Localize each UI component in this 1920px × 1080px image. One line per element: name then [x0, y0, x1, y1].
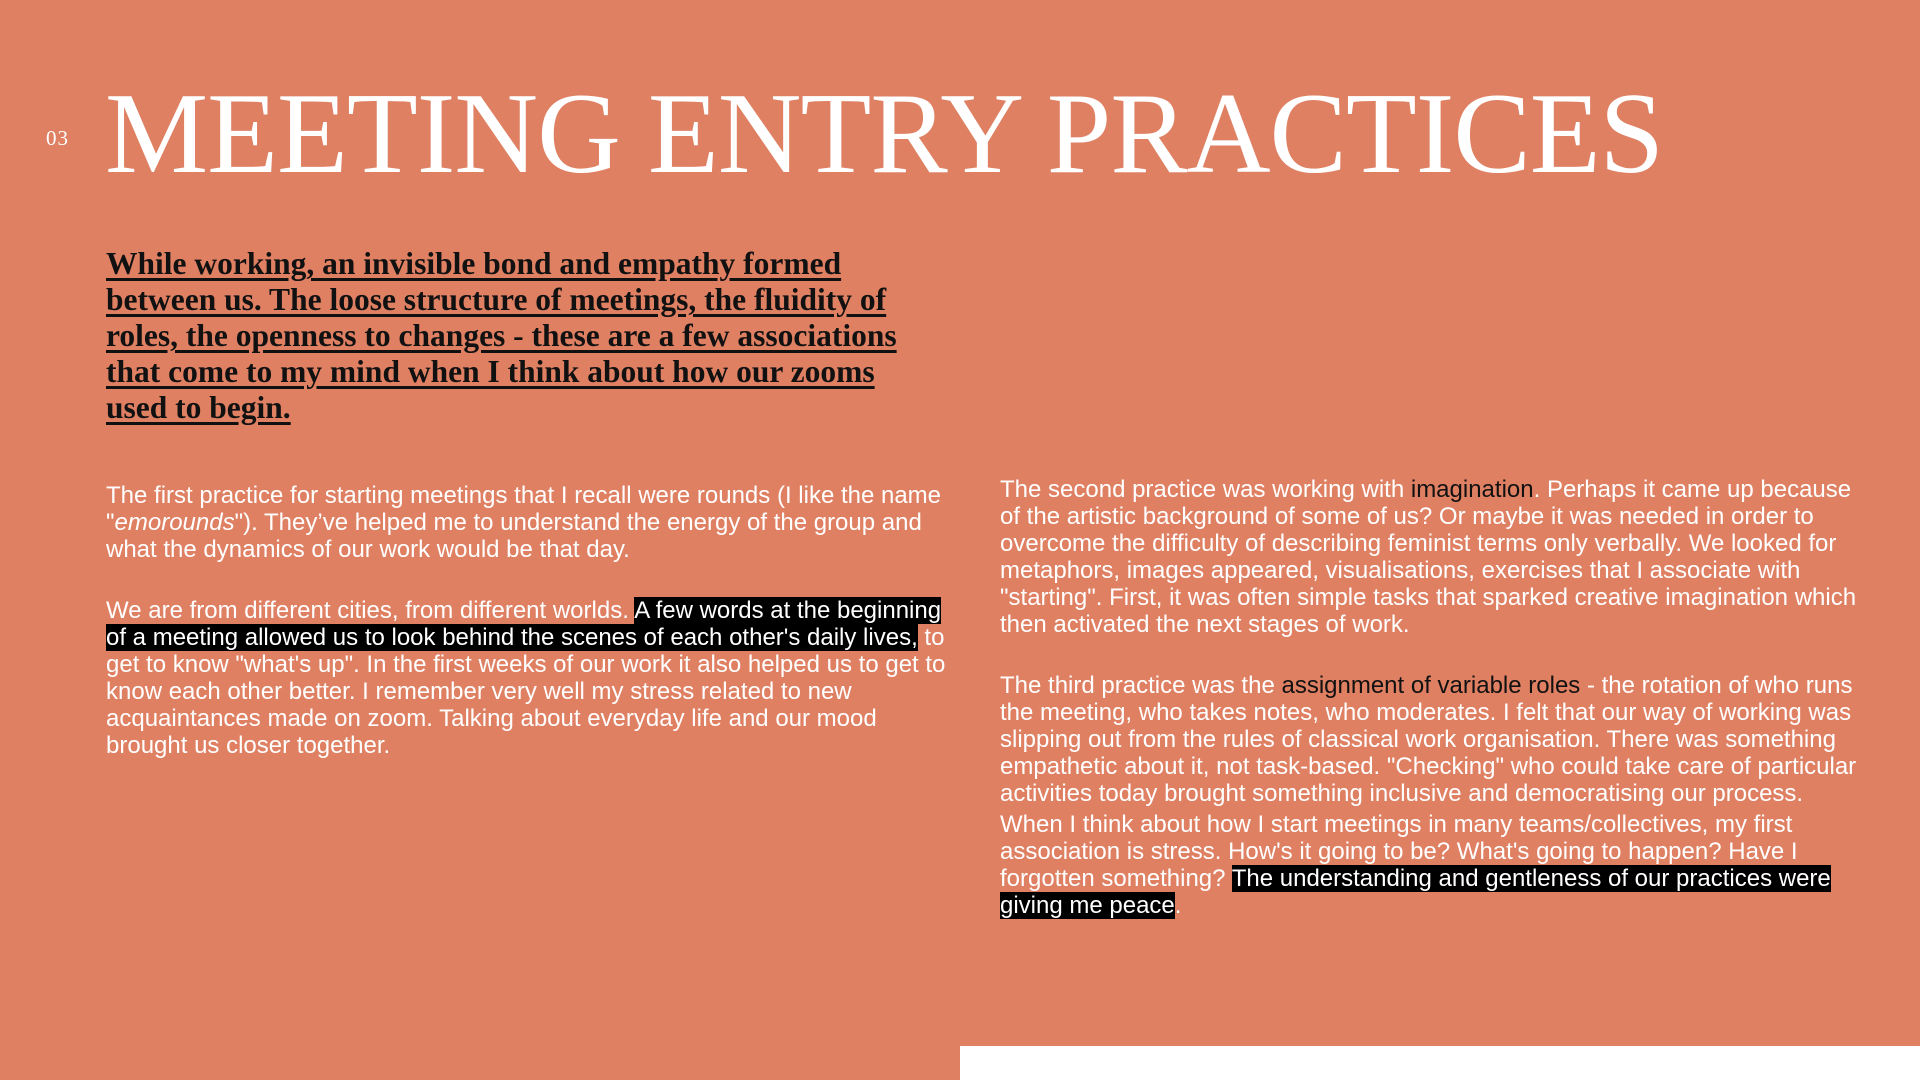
- right-column: [1000, 476, 1870, 919]
- right-p1-text-b: . Perhaps it came up because of the artistic background of some of us? Or maybe it was needed in order to overcome the difficulty of describing feminist terms only verbally. We looked for metaphors, images appeared, visualisations, exercises that I associate with "starting". First, it was often simple tasks that sparked creative imagination which then activated the next stages of work.: [1000, 476, 1857, 638]
- left-p1-emphasis: emorounds: [114, 509, 235, 536]
- left-paragraph-2: [106, 597, 946, 759]
- lead-paragraph: [106, 246, 936, 426]
- right-paragraph-3: [1000, 811, 1870, 919]
- left-p1-text-a: The first practice for starting meetings that I recall were rounds (I like the name ": [106, 482, 942, 536]
- right-p2-text-a: The third practice was the: [1000, 672, 1282, 699]
- right-p1-keyword: imagination: [1410, 476, 1534, 503]
- right-paragraph-1: [1000, 476, 1870, 638]
- right-p3-highlight: The understanding and gentleness of our practices were giving me peace: [1000, 865, 1831, 919]
- left-p1-text-b: "). They’ve helped me to understand the energy of the group and what the dynamics of our work would be that day.: [106, 509, 922, 563]
- right-paragraph-2: [1000, 672, 1870, 807]
- right-p3-text-a: When I think about how I start meetings in many teams/collectives, my first association is stress. How's it going to be? What's going to happen? Have I forgotten something?: [1000, 811, 1798, 892]
- right-p2-text-b: - the rotation of who runs the meeting, who takes notes, who moderates. I felt that our way of working was slipping out from the rules of classical work organisation. There was something empathetic about it, not task-based. "Checking" who could take care of particular activities today brought something inclusive and democratising our process.: [1000, 672, 1857, 807]
- lead-text: While working, an invisible bond and empathy formed between us. The loose structure of meetings, the fluidity of roles, the openness to changes - these are a few associations that come to my mind when I think about how our zooms used to begin.: [106, 246, 897, 425]
- right-p1-text-a: The second practice was working with: [1000, 476, 1411, 503]
- left-p2-highlight: A few words at the beginning of a meeting allowed us to look behind the scenes of each other's daily lives,: [106, 597, 942, 651]
- left-p2-text-b: to get to know "what's up". In the first weeks of our work it also helped us to get to know each other better. I remember very well my stress related to new acquaintances made on zoom. Talking about everyday life and our mood brought us closer together.: [106, 624, 946, 759]
- page-number: 03: [46, 126, 69, 150]
- right-p2-keyword: assignment of variable roles: [1281, 672, 1581, 699]
- left-column: [106, 482, 946, 759]
- left-paragraph-1: [106, 482, 946, 563]
- left-p2-text-a: We are from different cities, from different worlds.: [106, 597, 635, 624]
- right-p3-text-b: .: [1174, 892, 1182, 919]
- bottom-white-bar: [960, 1046, 1920, 1080]
- page-title: MEETING ENTRY PRACTICES: [105, 70, 1664, 198]
